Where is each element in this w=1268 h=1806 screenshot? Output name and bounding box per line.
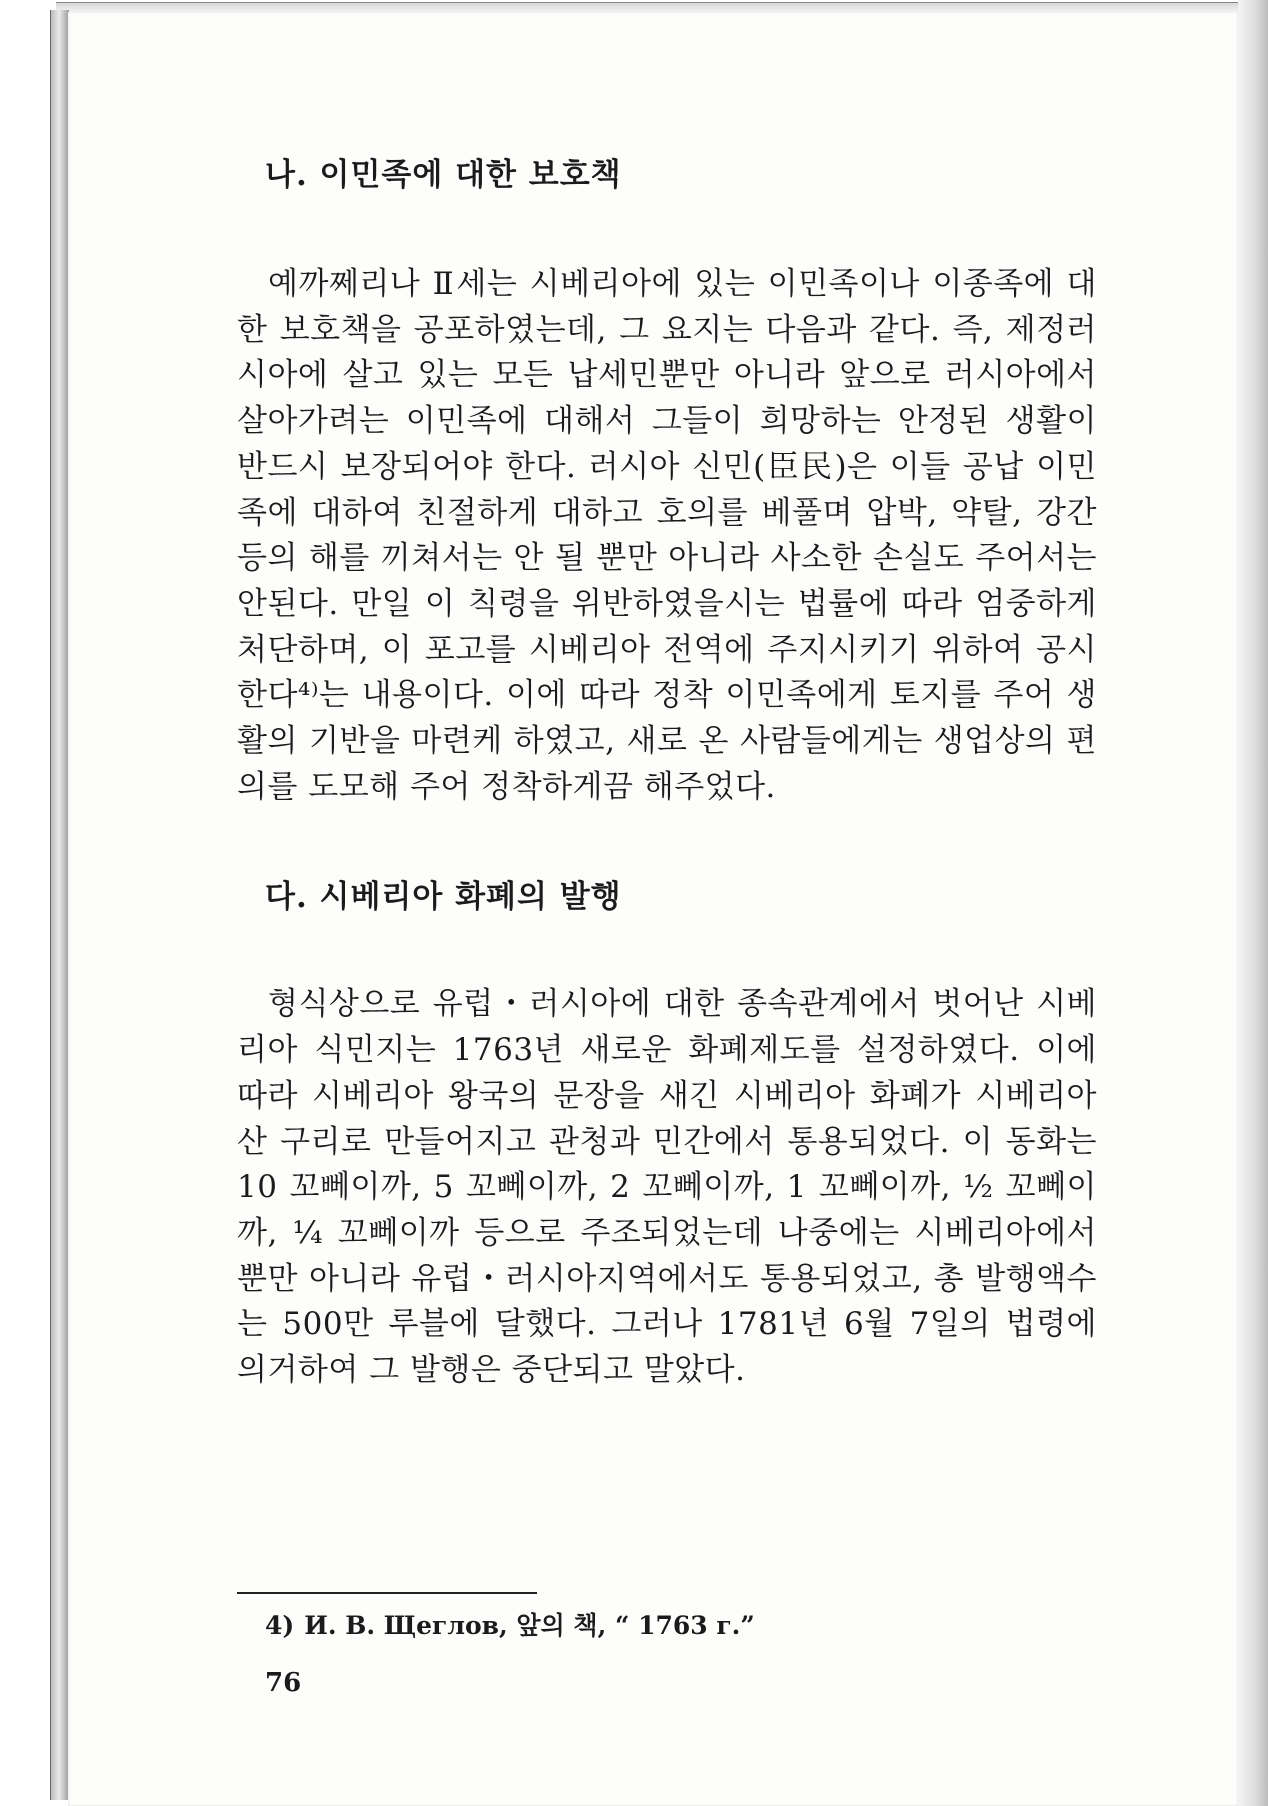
- footnote-divider: [237, 1592, 537, 1594]
- paragraph-protection-policy: 예까쩨리나 Ⅱ세는 시베리아에 있는 이민족이나 이종족에 대한 보호책을 공포하였는데, 그 요지는 다음과 같다. 즉, 제정러시아에 살고 있는 모든 납세민뿐만 아니라 앞으로 러시아에서 살아가려는 이민족에 대해서 그들이 희망하는 안정된 생활이 반드시 보장되어야 한다. 러시아 신민(臣民)은 이들 공납 이민족에 대하여 친절하게 대하고 호의를 베풀며 압박, 약탈, 강간 등의 해를 끼쳐서는 안 될 뿐만 아니라 사소한 손실도 주어서는 안된다. 만일 이 칙령을 위반하였을시는 법률에 따라 엄중하게 처단하며, 이 포고를 시베리아 전역에 주지시키기 위하여 공시한다⁴⁾는 내용이다. 이에 따라 정착 이민족에게 토지를 주어 생활의 기반을 마련케 하였고, 새로 온 사람들에게는 생업상의 편의를 도모해 주어 정착하게끔 해주었다.: [237, 266, 1097, 805]
- book-right-edge: [1238, 0, 1268, 1806]
- footnote-text: И. В. Щеглов, 앞의 책, “ 1763 г.”: [304, 1611, 755, 1640]
- page-number: 76: [265, 1668, 302, 1698]
- section-heading-protection-policy: 나. 이민족에 대한 보호책: [265, 157, 622, 193]
- section-heading-currency: 다. 시베리아 화폐의 발행: [265, 879, 622, 916]
- paragraph-currency: 형식상으로 유럽・러시아에 대한 종속관계에서 벗어난 시베리아 식민지는 1763년 새로운 화폐제도를 설정하였다. 이에 따라 시베리아 왕국의 문장을 새긴 시베리아 화폐가 시베리아산 구리로 만들어지고 관청과 민간에서 통용되었다. 이 동화는 10 꼬뻬이까, 5 꼬뻬이까, 2 꼬뻬이까, 1 꼬뻬이까, ½ 꼬뻬이까, ¼ 꼬뻬이까 등으로 주조되었는데 나중에는 시베리아에서뿐만 아니라 유럽・러시아지역에서도 통용되었고, 총 발행액수는 500만 루블에 달했다. 그러나 1781년 6월 7일의 법령에 의거하여 그 발행은 중단되고 말았다.: [237, 986, 1097, 1389]
- page-body: [237, 150, 1097, 1394]
- footnote-line: [265, 1606, 755, 1642]
- footnote-marker: 4): [265, 1611, 295, 1640]
- book-left-edge: [50, 10, 69, 1800]
